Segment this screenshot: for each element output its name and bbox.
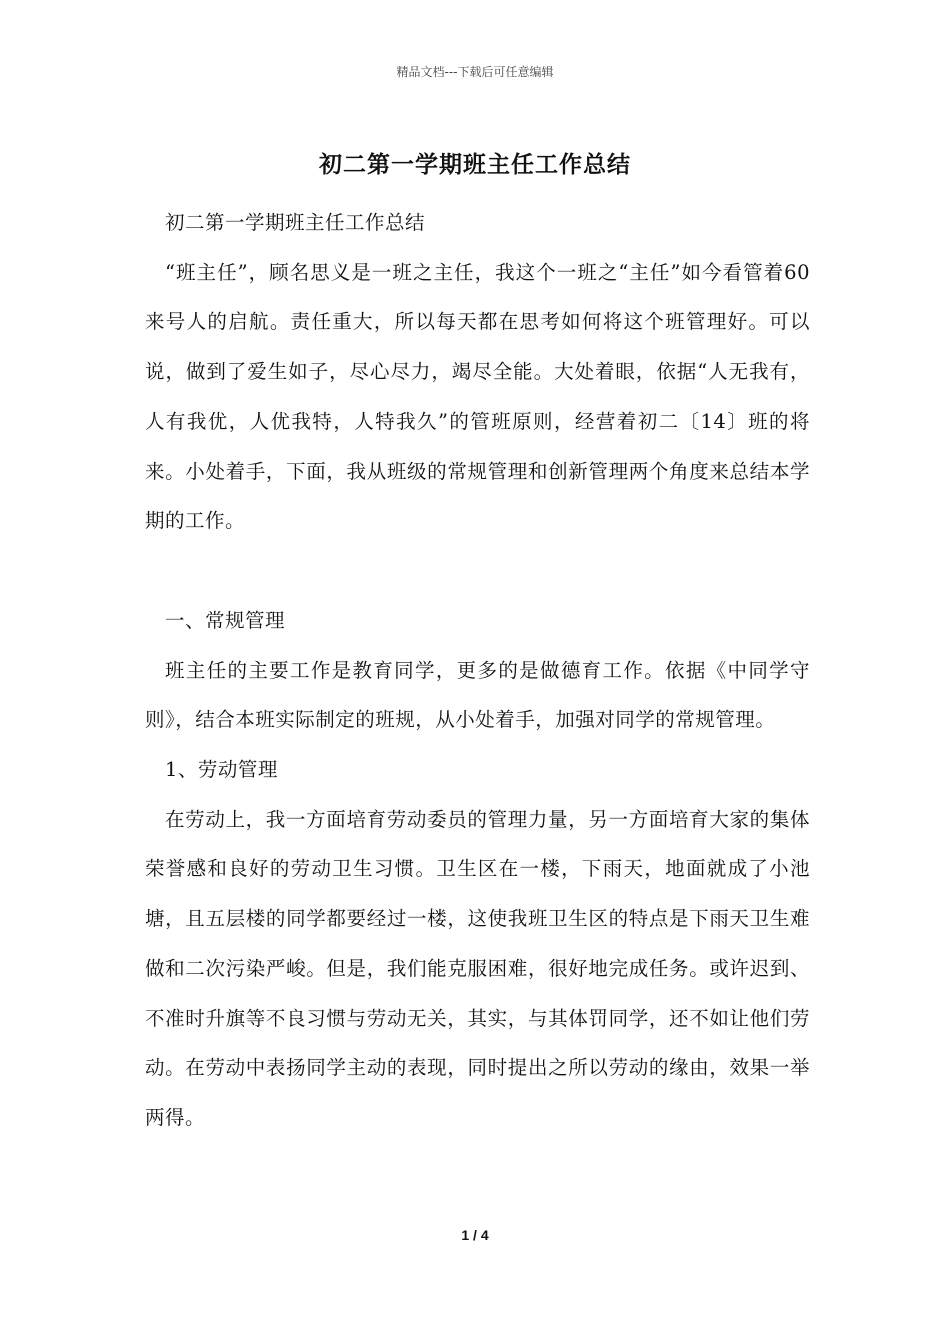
paragraph-spacer <box>145 546 810 596</box>
subsection-heading-labor-management: 1、劳动管理 <box>165 758 278 782</box>
document-title: 初二第一学期班主任工作总结 <box>319 151 631 178</box>
page-number: 1 / 4 <box>461 1227 489 1243</box>
intro-paragraph: “班主任”，顾名思义是一班之主任，我这个一班之“主任”如今看管着60来号人的启航。责任重大，所以每天都在思考如何将这个班管理好。可以说，做到了爱生如子，尽心尽力，竭尽全能。大处着眼，依据“人无我有，人有我优，人优我特，人特我久”的管班原则，经营着初二〔14〕班的将来。小处着手，下面，我从班级的常规管理和创新管理两个角度来总结本学期的工作。 <box>145 260 810 533</box>
page-header-note: 精品文档---下载后可任意编辑 <box>396 65 554 79</box>
section-heading-routine-management: 一、常规管理 <box>165 608 286 632</box>
document-body <box>145 198 810 1143</box>
document-subtitle: 初二第一学期班主任工作总结 <box>165 211 426 234</box>
section-paragraph-routine-management: 班主任的主要工作是教育同学，更多的是做德育工作。依据《中同学守则》，结合本班实际制定的班规，从小处着手，加强对同学的常规管理。 <box>145 658 810 732</box>
subsection-paragraph-labor-management: 在劳动上，我一方面培育劳动委员的管理力量，另一方面培育大家的集体荣誉感和良好的劳动卫生习惯。卫生区在一楼，下雨天，地面就成了小池塘，且五层楼的同学都要经过一楼，这使我班卫生区的特点是下雨天卫生难做和二次污染严峻。但是，我们能克服困难，很好地完成任务。或许迟到、不准时升旗等不良习惯与劳动无关，其实，与其体罚同学，还不如让他们劳动。在劳动中表扬同学主动的表现，同时提出之所以劳动的缘由，效果一举两得。 <box>145 807 810 1129</box>
